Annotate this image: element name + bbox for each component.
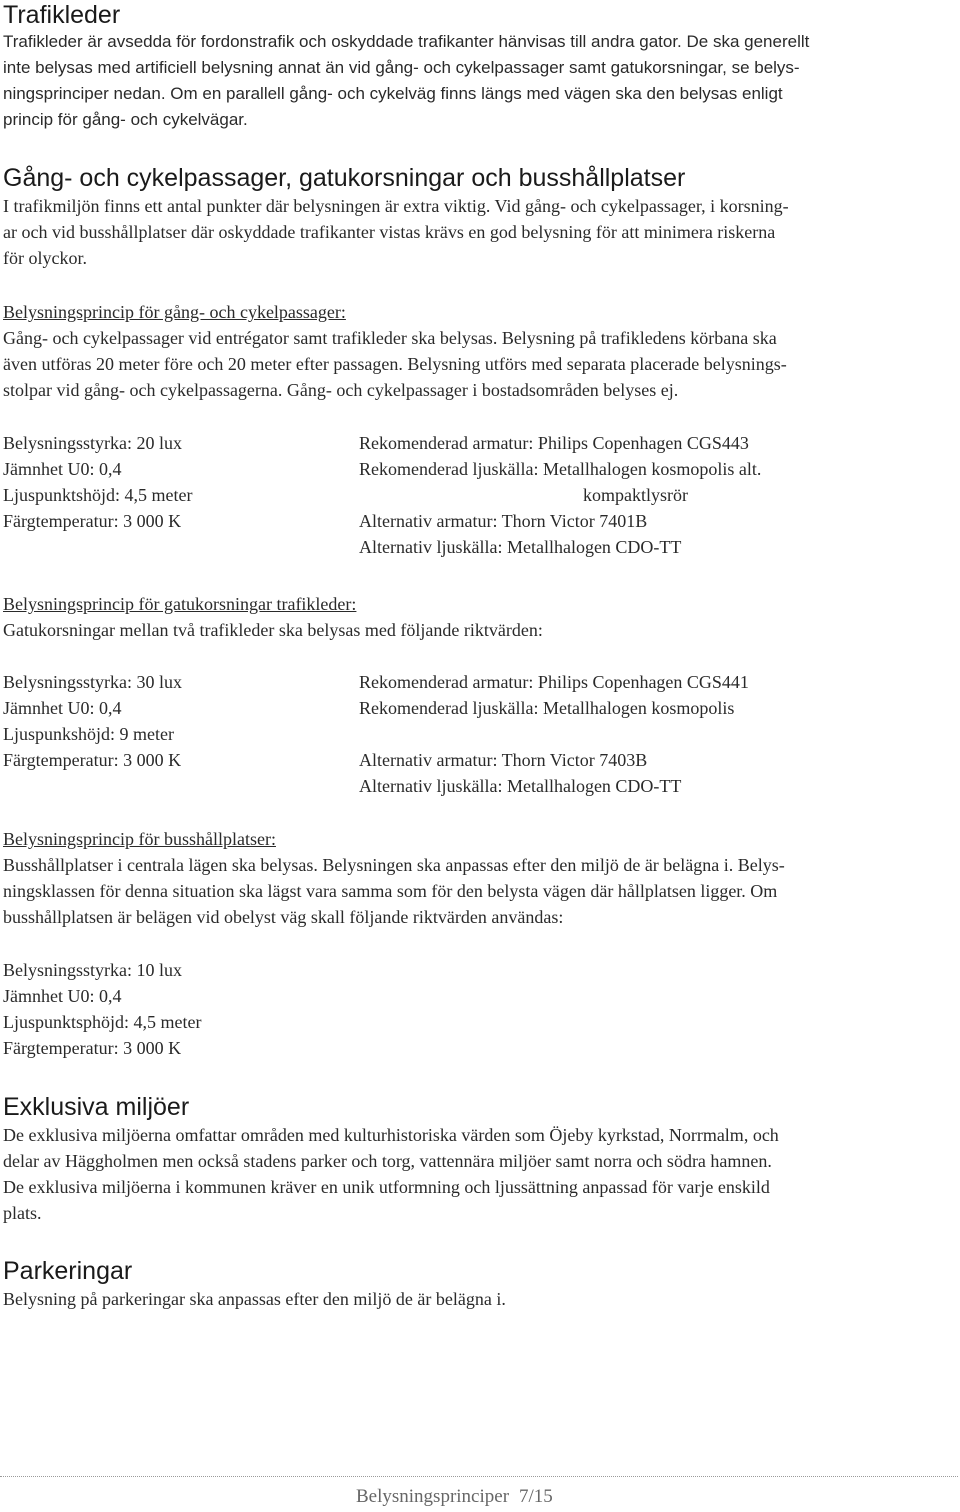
spacer-line	[359, 721, 919, 747]
fixture-item: Alternativ ljuskälla: Metallhalogen CDO-TT	[359, 537, 682, 557]
trafikleder-paragraph	[3, 29, 809, 133]
paragraph-line: Busshållplatser i centrala lägen ska belysas. Belysningen ska anpassas efter den miljö de är belägna i. Belys-	[3, 855, 785, 875]
spec-item: Jämnhet U0: 0,4	[3, 459, 122, 479]
korsning-princip-title: Belysningsprincip för gatukorsningar trafikleder:	[3, 594, 357, 614]
fixture-item: Rekomenderad ljuskälla: Metallhalogen kosmopolis alt.	[359, 459, 762, 479]
paragraph-line: plats.	[3, 1203, 42, 1223]
footer-divider	[0, 1476, 958, 1477]
paragraph-line: busshållplatsen är belägen vid obelyst väg skall följande riktvärden användas:	[3, 907, 564, 927]
gc-specs-fixtures	[359, 430, 919, 560]
paragraph-line: även utföras 20 meter före och 20 meter efter passagen. Belysning utförs med separata placerade belysnings-	[3, 354, 787, 374]
korsning-princip-section	[3, 591, 543, 643]
spec-item: Färgtemperatur: 3 000 K	[3, 750, 182, 770]
spec-item: Ljuspunktsphöjd: 4,5 meter	[3, 1012, 202, 1032]
paragraph-line: ningsprinciper nedan. Om en parallell gång- och cykelväg finns längs med vägen ska den belysas enligt	[3, 84, 783, 103]
spec-item: Jämnhet U0: 0,4	[3, 698, 122, 718]
spec-item: Belysningsstyrka: 20 lux	[3, 433, 182, 453]
gc-princip-section	[3, 299, 787, 403]
korsning-specs	[3, 669, 951, 796]
paragraph-line: Gång- och cykelpassager vid entrégator samt trafikleder ska belysas. Belysning på trafikledens körbana ska	[3, 328, 777, 348]
heading-passager: Gång- och cykelpassager, gatukorsningar och busshållplatser	[3, 164, 686, 192]
spec-item: Färgtemperatur: 3 000 K	[3, 511, 182, 531]
fixture-item: Rekomenderad ljuskälla: Metallhalogen kosmopolis	[359, 698, 735, 718]
heading-exklusiva: Exklusiva miljöer	[3, 1093, 190, 1121]
buss-princip-section	[3, 826, 785, 930]
paragraph-line: princip för gång- och cykelvägar.	[3, 110, 248, 129]
exklusiva-paragraph	[3, 1122, 779, 1226]
spec-item: Färgtemperatur: 3 000 K	[3, 1038, 182, 1058]
spec-item: Ljuspunktshöjd: 4,5 meter	[3, 485, 193, 505]
paragraph-line: för olyckor.	[3, 248, 87, 268]
fixture-item: Rekomenderad armatur: Philips Copenhagen CGS441	[359, 672, 749, 692]
paragraph-line: I trafikmiljön finns ett antal punkter där belysningen är extra viktig. Vid gång- och cykelpassager, i korsning-	[3, 196, 789, 216]
buss-specs	[3, 957, 951, 1063]
page-footer	[356, 1486, 563, 1508]
paragraph-line: De exklusiva miljöerna i kommunen kräver en unik utformning och ljussättning anpassad för varje enskild	[3, 1177, 770, 1197]
paragraph-line: delar av Häggholmen men också stadens parker och torg, vattennära miljöer samt norra och södra hamnen.	[3, 1151, 772, 1171]
spec-item: Ljuspunkshöjd: 9 meter	[3, 724, 174, 744]
gc-princip-title: Belysningsprincip för gång- och cykelpassager:	[3, 302, 346, 322]
paragraph-line: inte belysas med artificiell belysning annat än vid gång- och cykelpassager samt gatukorsningar, se belys-	[3, 58, 800, 77]
paragraph-line: stolpar vid gång- och cykelpassagerna. Gång- och cykelpassager i bostadsområden belyses ej.	[3, 380, 679, 400]
buss-princip-title: Belysningsprincip för busshållplatser:	[3, 829, 276, 849]
heading-trafikleder: Trafikleder	[3, 1, 121, 29]
fixture-item: Alternativ armatur: Thorn Victor 7403B	[359, 750, 648, 770]
page-number: 7/15	[519, 1486, 553, 1507]
gc-specs	[3, 430, 951, 562]
fixture-item: Rekomenderad armatur: Philips Copenhagen CGS443	[359, 433, 749, 453]
fixture-item: kompaktlysrör	[583, 485, 688, 505]
paragraph-line: Trafikleder är avsedda för fordonstrafik och oskyddade trafikanter hänvisas till andra gator. De ska generellt	[3, 32, 810, 51]
fixture-item: Alternativ armatur: Thorn Victor 7401B	[359, 511, 648, 531]
buss-specs-values	[3, 957, 353, 1061]
gc-specs-values	[3, 430, 353, 534]
fixture-item: Alternativ ljuskälla: Metallhalogen CDO-TT	[359, 776, 682, 796]
parkeringar-paragraph	[3, 1286, 506, 1312]
spec-item: Belysningsstyrka: 30 lux	[3, 672, 182, 692]
paragraph-line: De exklusiva miljöerna omfattar områden med kulturhistoriska värden som Öjeby kyrkstad, Norrmalm, och	[3, 1125, 779, 1145]
paragraph-line: ar och vid busshållplatser där oskyddade trafikanter vistas krävs en god belysning för att minimera riskerna	[3, 222, 776, 242]
paragraph-line: ningsklassen för denna situation ska lägst vara samma som för den belysta vägen där hållplatsen ligger. Om	[3, 881, 778, 901]
spec-item: Jämnhet U0: 0,4	[3, 986, 122, 1006]
paragraph-line: Belysning på parkeringar ska anpassas efter den miljö de är belägna i.	[3, 1289, 506, 1309]
heading-parkeringar: Parkeringar	[3, 1257, 133, 1285]
paragraph-line: Gatukorsningar mellan två trafikleder ska belysas med följande riktvärden:	[3, 620, 543, 640]
spec-item: Belysningsstyrka: 10 lux	[3, 960, 182, 980]
passager-intro	[3, 193, 789, 271]
korsning-specs-values	[3, 669, 353, 773]
korsning-specs-fixtures	[359, 669, 919, 799]
footer-title: Belysningsprinciper	[356, 1486, 510, 1507]
